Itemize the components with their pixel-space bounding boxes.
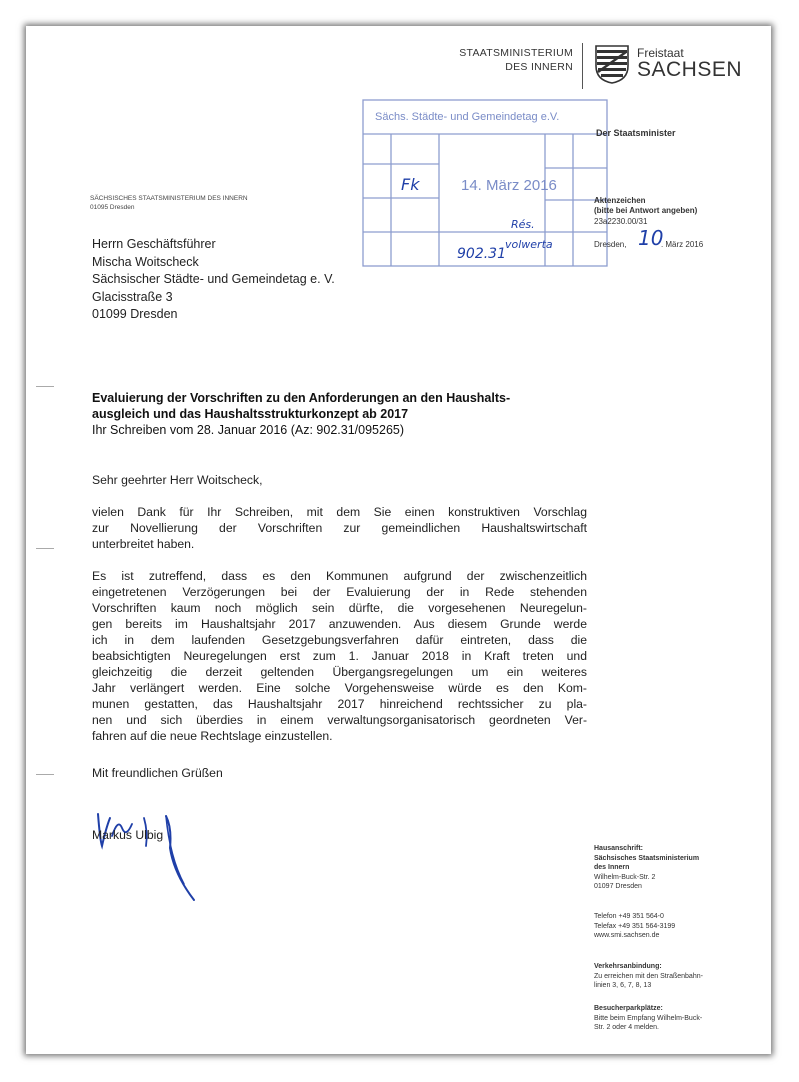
sidebar-contact <box>594 912 764 941</box>
ministry-line-2: DES INNERN <box>505 61 573 73</box>
sidebar-parking-line: Str. 2 oder 4 melden. <box>594 1024 659 1031</box>
paragraph-line: eingetretenen Verzögerungen bei der Evaluierung der in Rede stehenden <box>92 585 587 599</box>
minister-title: Der Staatsminister <box>596 128 676 138</box>
paragraph-line: Vorschriften kaum noch möglich sein dürfte, die vorgesehenen Neuregelun- <box>92 601 587 615</box>
sidebar-postal-line: Wilhelm-Buck-Str. 2 <box>594 873 656 881</box>
paragraph-2 <box>92 568 587 744</box>
sidebar-postal-line: des Innern <box>594 864 630 871</box>
ministry-name <box>431 46 573 74</box>
paragraph-line: gen bereits im Haushaltsjahr 2017 anzuwenden. Aus diesem Grunde werde <box>92 617 587 631</box>
state-label-big: SACHSEN <box>637 58 743 81</box>
ministry-line-1: STAATSMINISTERIUM <box>459 47 573 59</box>
sidebar-transport-header: Verkehrsanbindung: <box>594 963 662 970</box>
sidebar-contact-line: www.smi.sachsen.de <box>594 932 660 939</box>
addressee-line: Herrn Geschäftsführer <box>92 237 216 251</box>
paragraph-line: zur Novellierung der Vorschriften zur gemeindlichen Haushaltswirtschaft <box>92 521 587 535</box>
salutation-text: Sehr geehrter Herr Woitscheck, <box>92 473 263 487</box>
addressee-line: Sächsischer Städte- und Gemeindetag e. V. <box>92 272 335 286</box>
fold-mark <box>36 386 54 387</box>
stamp-date: 14. März 2016 <box>461 177 557 194</box>
sidebar-transport-line: Zu erreichen mit den Straßenbahn- <box>594 972 703 980</box>
paragraph-1 <box>92 504 587 552</box>
paragraph-line: Jahr verlängert werden. Eine solche Vorgehensweise würde es den Kom- <box>92 681 587 695</box>
paragraph-line: beabsichtigten Neuregelungen erst zum 1. Januar 2018 in Kraft treten und <box>92 649 587 663</box>
date-prefix: Dresden, <box>594 240 627 249</box>
return-address-line-1: SÄCHSISCHES STAATSMINISTERIUM DES INNERN <box>90 195 248 202</box>
fold-mark <box>36 548 54 549</box>
letter-page <box>26 26 771 1054</box>
sidebar-postal-line: Sächsisches Staatsministerium <box>594 854 700 862</box>
sidebar-transport-line: linien 3, 6, 7, 8, 13 <box>594 982 652 989</box>
reference-label-line-2: (bitte bei Antwort angeben) <box>594 206 698 215</box>
stamp-note-1: Rés. <box>511 218 535 231</box>
subject-line-2: ausgleich und das Haushaltsstrukturkonzept ab 2017 <box>92 407 409 421</box>
paragraph-line: fahren auf die neue Rechtslage einzustellen. <box>92 729 333 743</box>
sidebar-postal-header: Hausanschrift: <box>594 845 644 852</box>
fold-mark <box>36 774 54 775</box>
subject-line-1: Evaluierung der Vorschriften zu den Anforderungen an den Haushalts- <box>92 391 511 405</box>
addressee-line: Mischa Woitscheck <box>92 254 199 269</box>
letterhead-divider <box>582 43 583 89</box>
sidebar-postal <box>594 844 764 892</box>
addressee-line: Glacisstraße 3 <box>92 289 173 304</box>
paragraph-line: nen und sich überdies in einem verwaltungsorganisatorisch geordneten Ver- <box>92 713 587 727</box>
stamp-org: Sächs. Städte- und Gemeindetag e.V. <box>375 111 560 123</box>
paragraph-line: unterbreitet haben. <box>92 537 195 551</box>
stamp-number: 902.31 <box>457 246 506 262</box>
saxony-crest-icon <box>594 44 630 84</box>
paragraph-line: Es ist zutreffend, dass es den Kommunen aufgrund der zwischenzeitlich <box>92 569 587 583</box>
subject-reference: Ihr Schreiben vom 28. Januar 2016 (Az: 902.31/095265) <box>92 423 405 437</box>
sidebar-parking <box>594 1004 764 1033</box>
state-label-small: Freistaat <box>637 46 684 60</box>
reference-label <box>594 196 697 216</box>
paragraph-line: vielen Dank für Ihr Schreiben, mit dem Sie einen konstruktiven Vorschlag <box>92 505 587 519</box>
subject-block <box>92 390 582 438</box>
paragraph-line: gleichzeitig die derzeit geltenden Übergangsregelungen um ein weiteres <box>92 665 587 679</box>
reference-label-line-1: Aktenzeichen <box>594 196 646 205</box>
received-stamp <box>361 98 609 268</box>
sidebar-postal-line: 01097 Dresden <box>594 883 642 890</box>
return-address <box>90 194 248 212</box>
stamp-note-2: volwerta <box>505 238 553 251</box>
sidebar-parking-header: Besucherparkplätze: <box>594 1005 663 1012</box>
paragraph-line: munen gestatten, das Haushaltsjahr 2017 hinreichend rechtssicher zu pla- <box>92 697 587 711</box>
addressee-line: 01099 Dresden <box>92 307 178 321</box>
sidebar-transport <box>594 962 764 991</box>
reference-value: 23a2230.00/31 <box>594 217 648 226</box>
stamp-initials: Fk <box>401 175 420 194</box>
addressee-block <box>92 236 335 324</box>
signer-name: Markus Ulbig <box>92 828 164 842</box>
date-suffix: . März 2016 <box>660 240 704 249</box>
closing: Mit freundlichen Grüßen <box>92 766 223 780</box>
salutation <box>92 472 587 488</box>
sidebar-contact-line: Telefon +49 351 564-0 <box>594 913 664 920</box>
paragraph-line: ich in dem laufenden Gesetzgebungsverfahren dafür eintreten, dass die <box>92 633 587 647</box>
return-address-line-2: 01095 Dresden <box>90 204 135 211</box>
sidebar-parking-line: Bitte beim Empfang Wilhelm-Buck- <box>594 1014 703 1022</box>
handwritten-signature <box>88 788 208 904</box>
sidebar-contact-line: Telefax +49 351 564-3199 <box>594 922 676 930</box>
date-day-handwritten: 10 <box>638 226 664 250</box>
